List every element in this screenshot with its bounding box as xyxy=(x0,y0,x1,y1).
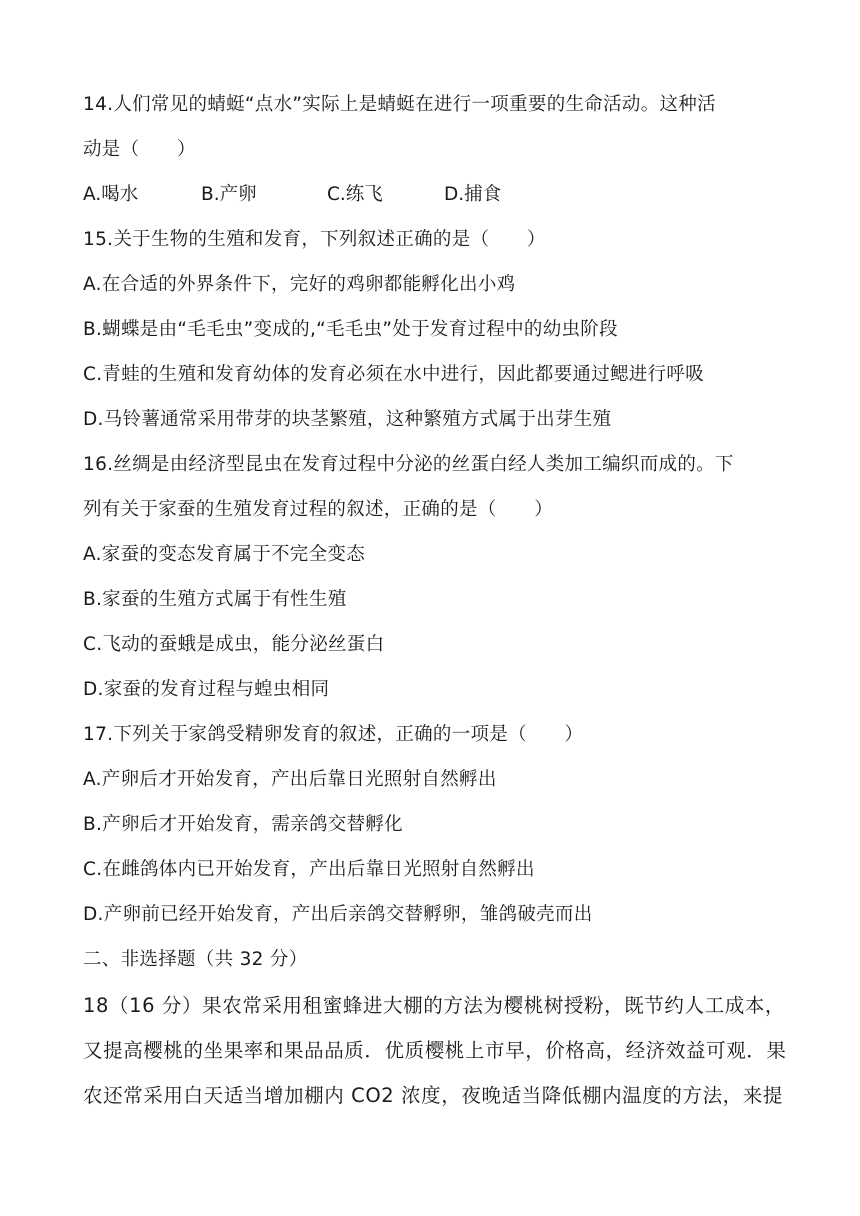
q15-option-d: D.马铃薯通常采用带芽的块茎繁殖，这种繁殖方式属于出芽生殖 xyxy=(83,409,612,430)
q16-option-a: A.家蚕的变态发育属于不完全变态 xyxy=(83,544,366,565)
q17-stem: 17.下列关于家鸽受精卵发育的叙述，正确的一项是（ ） xyxy=(83,724,584,745)
q17-option-c: C.在雌鸽体内已开始发育，产出后靠日光照射自然孵出 xyxy=(83,859,535,880)
q15-option-a: A.在合适的外界条件下，完好的鸡卵都能孵化出小鸡 xyxy=(83,274,516,295)
q14-option-b: B.产卵 xyxy=(201,184,257,205)
q17-option-d: D.产卵前已经开始发育，产出后亲鸽交替孵卵，雏鸽破壳而出 xyxy=(83,904,593,925)
q15-stem: 15.关于生物的生殖和发育，下列叙述正确的是（ ） xyxy=(83,229,546,250)
q16-option-d: D.家蚕的发育过程与蝗虫相同 xyxy=(83,679,330,700)
q14-stem-line2: 动是（ ） xyxy=(83,139,196,160)
q16-stem-line1: 16.丝绸是由经济型昆虫在发育过程中分泌的丝蛋白经人类加工编织而成的。下 xyxy=(83,454,734,475)
q16-option-b: B.家蚕的生殖方式属于有性生殖 xyxy=(83,589,347,610)
q14-option-c: C.练飞 xyxy=(327,184,383,205)
q17-option-b: B.产卵后才开始发育，需亲鸽交替孵化 xyxy=(83,814,403,835)
q15-option-c: C.青蛙的生殖和发育幼体的发育必须在水中进行，因此都要通过鳃进行呼吸 xyxy=(83,364,705,385)
q16-option-c: C.飞动的蚕蛾是成虫，能分泌丝蛋白 xyxy=(83,634,385,655)
q18-line1: 18（16 分）果农常采用租蜜蜂进大棚的方法为樱桃树授粉，既节约人工成本， xyxy=(83,994,786,1017)
q14-stem-line1: 14.人们常见的蜻蜓“点水”实际上是蜻蜓在进行一项重要的生命活动。这种活 xyxy=(83,94,716,115)
q14-option-d: D.捕食 xyxy=(444,184,502,205)
q16-stem-line2: 列有关于家蚕的生殖发育过程的叙述，正确的是（ ） xyxy=(83,499,554,520)
q15-option-b: B.蝴蝶是由“毛毛虫”变成的,“毛毛虫”处于发育过程中的幼虫阶段 xyxy=(83,319,618,340)
section2-heading: 二、非选择题（共 32 分） xyxy=(83,949,308,970)
q17-option-a: A.产卵后才开始发育，产出后靠日光照射自然孵出 xyxy=(83,769,497,790)
q18-line2: 又提高樱桃的坐果率和果品品质．优质樱桃上市早，价格高，经济效益可观．果 xyxy=(83,1039,787,1062)
q18-line3: 农还常采用白天适当增加棚内 CO2 浓度，夜晚适当降低棚内温度的方法，来提 xyxy=(83,1084,783,1107)
q14-option-a: A.喝水 xyxy=(83,184,139,205)
